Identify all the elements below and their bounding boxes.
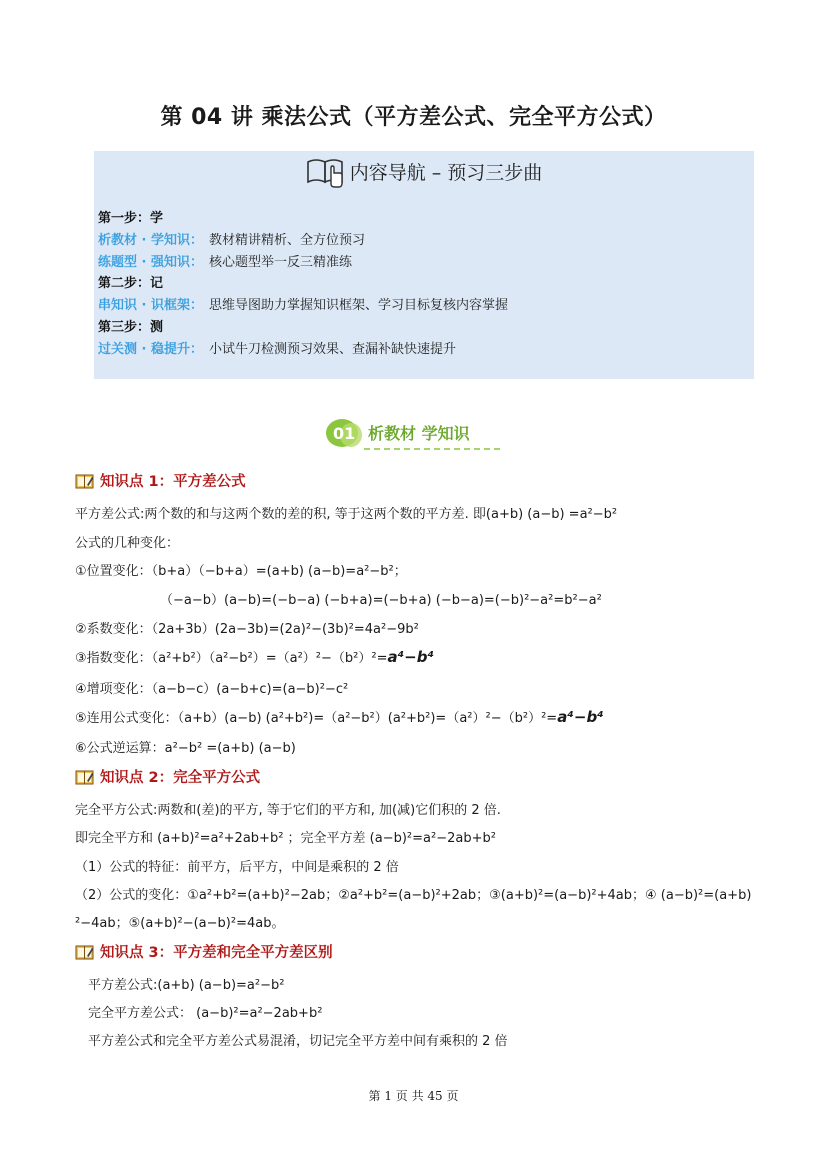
kp1-heading: 知识点 1：平方差公式 xyxy=(75,470,246,491)
nav-heading xyxy=(94,153,754,189)
nav-row-1: 第一步：学 xyxy=(98,211,164,226)
nav-box xyxy=(94,151,754,379)
kp2-def: 完全平方公式:两数和(差)的平方, 等于它们的平方和, 加(减)它们积的 2 倍. xyxy=(75,803,501,818)
kp1-v5-result: a⁴−b⁴ xyxy=(557,708,604,726)
kp1-def: 平方差公式:两个数的和与这两个数的差的积, 等于这两个数的平方差. 即(a+b) (a−b) =a²−b² xyxy=(75,507,618,522)
kp1-variants-intro: 公式的几种变化： xyxy=(75,536,180,551)
section-number: 01 xyxy=(333,424,356,443)
book-pencil-icon xyxy=(75,944,95,960)
nav-heading-text: 内容导航 – 预习三步曲 xyxy=(349,161,543,184)
nav-row-3: 练题型 · 强知识： 核心题型举一反三精准练 xyxy=(98,255,353,270)
page-footer: 第 1 页 共 45 页 xyxy=(368,1089,459,1103)
kp1-v5: ⑤连用公式变化：（a+b）(a−b) (a²+b²)=（a²−b²）(a²+b²)=（a²）²−（b²）²=a⁴−b⁴ xyxy=(75,708,604,726)
kp3-l3: 平方差公式和完全平方差公式易混淆，切记完全平方差中间有乘积的 2 倍 xyxy=(88,1034,508,1049)
book-pencil-icon xyxy=(75,769,95,785)
kp1-v6: ⑥公式逆运算：a²−b² =(a+b) (a−b) xyxy=(75,741,296,756)
kp1-v3-result: a⁴−b⁴ xyxy=(387,648,435,666)
nav-row-4: 第二步：记 xyxy=(98,276,164,291)
nav-row-5: 串知识 · 识框架： 思维导图助力掌握知识框架、学习目标复核内容掌握 xyxy=(98,298,509,313)
kp1-v1b: （−a−b）(a−b)=(−b−a) (−b+a)=(−b+a) (−b−a)=(−b)²−a²=b²−a² xyxy=(160,593,602,608)
kp3-l1: 平方差公式:(a+b) (a−b)=a²−b² xyxy=(88,978,285,993)
kp2-p2a: （2）公式的变化：①a²+b²=(a+b)²−2ab；②a²+b²=(a−b)²+2ab；③(a+b)²=(a−b)²+4ab；④ (a−b)²=(a+b) xyxy=(75,888,752,903)
nav-row-2: 析教材 · 学知识： 教材精讲精析、全方位预习 xyxy=(98,233,366,248)
book-hand-icon xyxy=(306,154,346,188)
kp1-v3: ③指数变化：（a²+b²）（a²−b²）=（a²）²−（b²）²=a⁴−b⁴ xyxy=(75,648,435,666)
kp3-heading: 知识点 3：平方差和完全平方差区别 xyxy=(75,941,333,962)
kp2-p1: （1）公式的特征：前平方，后平方，中间是乘积的 2 倍 xyxy=(75,860,399,875)
kp1-v1a: ①位置变化：（b+a）（−b+a）=(a+b) (a−b)=a²−b²； xyxy=(75,564,407,579)
kp1-v2: ②系数变化：（2a+3b）(2a−3b)=(2a)²−(3b)²=4a²−9b² xyxy=(75,622,419,637)
nav-row-6: 第三步：测 xyxy=(98,320,164,335)
page-title: 第 04 讲 乘法公式（平方差公式、完全平方公式） xyxy=(160,105,667,130)
kp1-v4: ④增项变化：（a−b−c）(a−b+c)=(a−b)²−c² xyxy=(75,682,349,697)
section-badge-graphic xyxy=(324,418,509,452)
kp2-p2b: ²−4ab；⑤(a+b)²−(a−b)²=4ab。 xyxy=(75,916,285,931)
book-pencil-icon xyxy=(75,473,95,489)
kp2-heading: 知识点 2：完全平方公式 xyxy=(75,766,260,787)
kp3-l2: 完全平方差公式： (a−b)²=a²−2ab+b² xyxy=(88,1006,323,1021)
nav-row-7: 过关测 · 稳提升： 小试牛刀检测预习效果、查漏补缺快速提升 xyxy=(98,342,457,357)
kp2-forms: 即完全平方和 (a+b)²=a²+2ab+b² ；完全平方差 (a−b)²=a²−2ab+b² xyxy=(75,831,496,846)
section-badge xyxy=(324,418,509,452)
section-label: 析教材 学知识 xyxy=(368,424,470,443)
